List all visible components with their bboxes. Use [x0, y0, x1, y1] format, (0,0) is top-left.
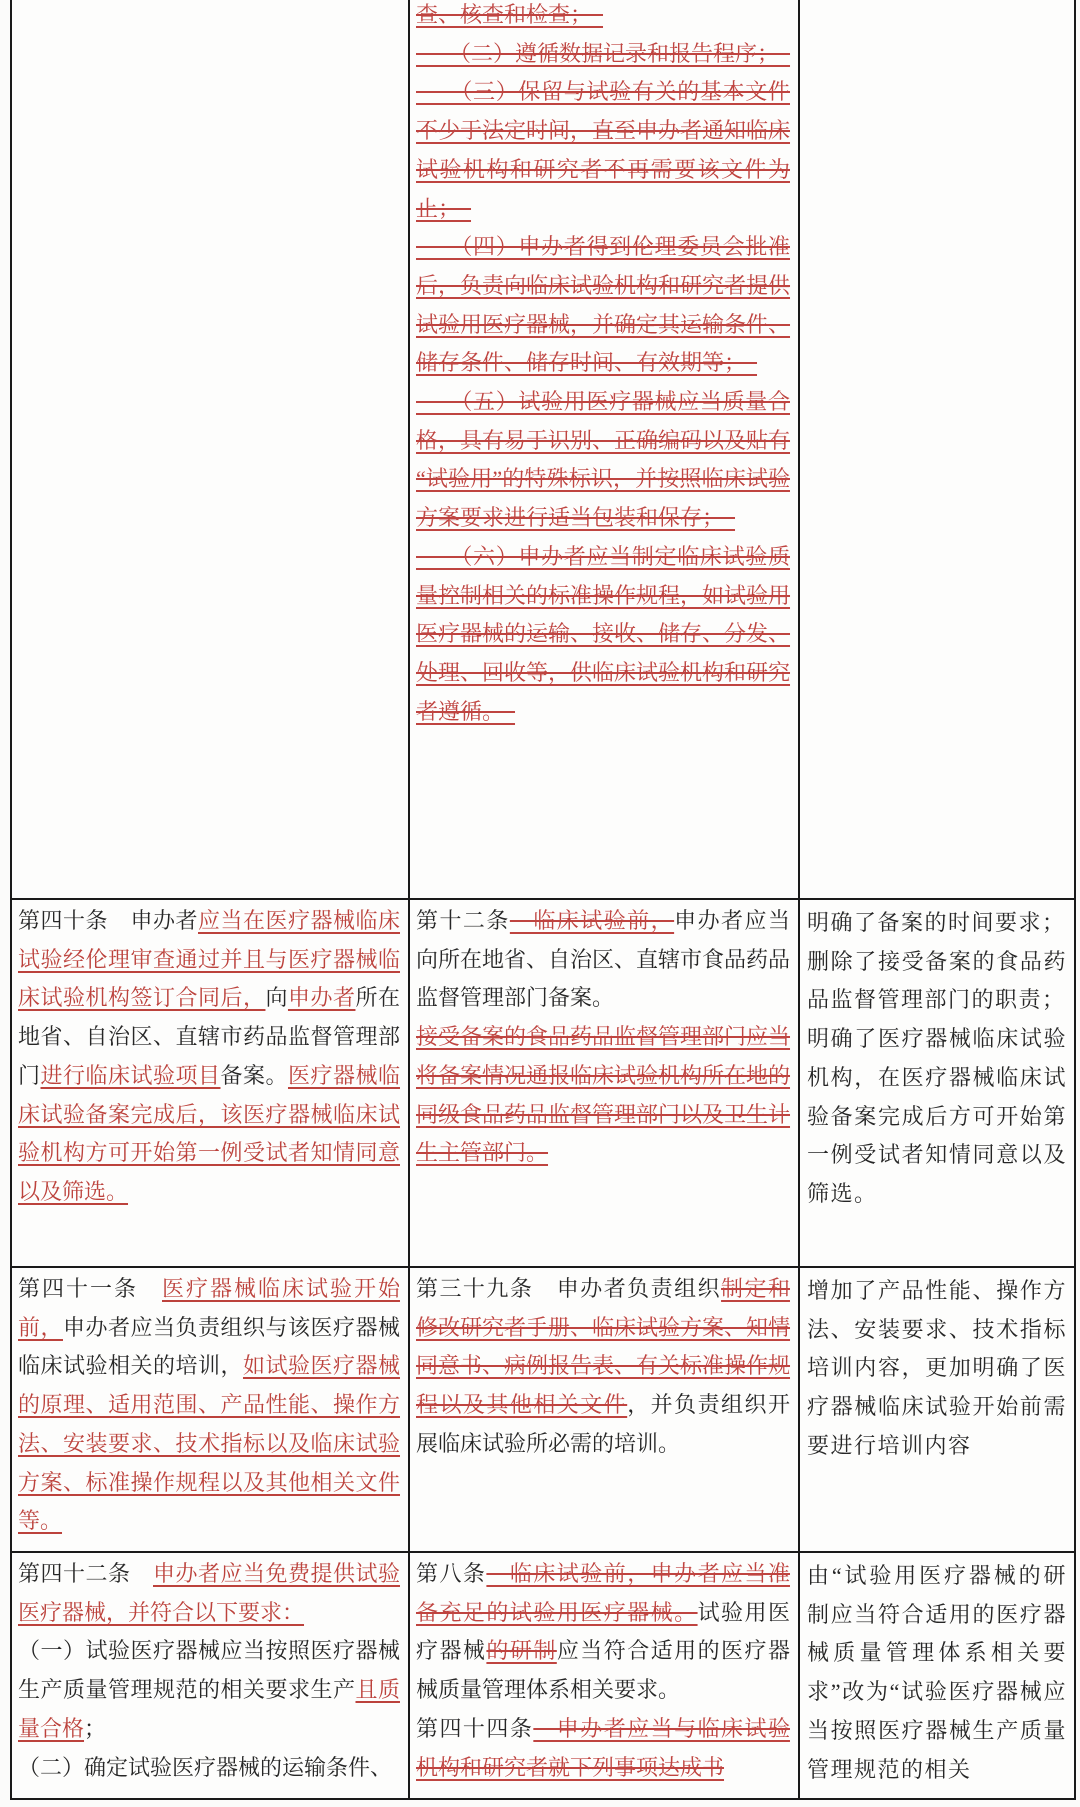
- text-run: 第三十九条 申办者负责组织: [416, 1276, 722, 1301]
- paragraph: [416, 538, 790, 732]
- text-run: 删除了接受备案的食品药品监督管理部门的职责；: [807, 948, 1067, 1013]
- inserted-text-run: 且质量合格: [18, 1677, 400, 1741]
- cell-change-summary: [799, 1552, 1075, 1799]
- comparison-table: [10, 0, 1076, 1800]
- cell-old-text: [409, 0, 799, 899]
- paragraph: [416, 1555, 790, 1710]
- text-run: （一）试验医疗器械应当按照医疗器械生产质量管理规范的相关要求生产: [18, 1638, 400, 1703]
- cell-change-summary: [799, 899, 1075, 1267]
- text-run: 所在地省、自治区、直辖市药品监督管理部门: [18, 985, 400, 1088]
- inserted-text-run: 应当在医疗器械临床试验经伦理审查通过并且与医疗器械临床试验机构签订合同后，: [18, 908, 400, 1011]
- table-row: [11, 1267, 1075, 1552]
- paragraph: [416, 902, 790, 1018]
- text-run: 向: [265, 985, 288, 1011]
- paragraph: [807, 943, 1067, 1020]
- deleted-text-run: 接受备案的食品药品监督管理部门应当将备案情况通报临床试验机构所在地的同级食品药品监督管理部门以及卫生计生主管部门。: [416, 1024, 791, 1166]
- inserted-text-run: 医疗器械临床试验备案完成后，该医疗器械临床试验机构方可开始第一例受试者知情同意以及筛选。: [18, 1062, 400, 1204]
- paragraph: [807, 1272, 1067, 1466]
- table-row: [11, 1552, 1075, 1799]
- deleted-text-run: 临床试验前，: [509, 908, 675, 933]
- deleted-text-run: 查、核查和检查；: [416, 2, 604, 27]
- text-run: 第四十四条: [416, 1715, 534, 1741]
- text-run: 应当符合适用的医疗器械质量管理体系相关要求。: [416, 1638, 790, 1703]
- paragraph: [807, 1020, 1067, 1214]
- cell-change-summary: [799, 0, 1075, 899]
- text-run: 明确了医疗器械临床试验机构，在医疗器械临床试验备案完成后方可开始第一例受试者知情同意以及筛选。: [807, 1026, 1067, 1206]
- cell-old-text: [409, 1552, 799, 1799]
- text-run: ，并负责组织开展临床试验所必需的培训。: [416, 1392, 790, 1456]
- text-run: 由“试验用医疗器械的研制应当符合适用的医疗器械质量管理体系相关要求”改为“试验医疗器械应当按照医疗器械生产质量管理规范的相关: [807, 1563, 1067, 1782]
- table-row: [11, 0, 1075, 899]
- deleted-text-run: 申办者应当与临床试验机构和研究者就下列事项达成书: [416, 1715, 790, 1780]
- paragraph: [18, 1270, 400, 1541]
- deleted-text-run: （三）保留与试验有关的基本文件不少于法定时间，直至申办者通知临床试验机构和研究者不再需要该文件为止；: [416, 79, 791, 221]
- paragraph: [807, 904, 1067, 943]
- deleted-text-run: 临床试验前，申办者应当准备充足的试验用医疗器械。: [416, 1561, 790, 1625]
- text-run: 申办者应当负责组织与该医疗器械临床试验相关的培训，: [18, 1314, 400, 1379]
- paragraph: [18, 1555, 400, 1632]
- text-run: 第四十条 申办者: [18, 908, 198, 933]
- inserted-text-run: 如试验医疗器械的原理、适用范围、产品性能、操作方法、安装要求、技术指标以及临床试验方案、标准操作规程以及其他相关文件等。: [18, 1353, 400, 1534]
- text-run: 明确了备案的时间要求；: [807, 910, 1066, 935]
- paragraph: [18, 1632, 400, 1748]
- paragraph: [416, 1018, 790, 1173]
- text-run: 增加了产品性能、操作方法、安装要求、技术指标培训内容，更加明确了医疗器械临床试验开始前需要进行培训内容: [807, 1278, 1067, 1458]
- cell-old-text: [409, 1267, 799, 1552]
- table-row: [11, 899, 1075, 1267]
- deleted-text-run: （二）遵循数据记录和报告程序；: [416, 40, 791, 66]
- inserted-text-run: 进行临床试验项目: [40, 1062, 221, 1088]
- cell-new-text: [11, 1267, 409, 1552]
- text-run: 试验用医疗器械: [416, 1599, 790, 1664]
- deleted-text-run: （五）试验用医疗器械应当质量合格，具有易于识别、正确编码以及贴有“试验用”的特殊标识，并按照临床试验方案要求进行适当包装和保存；: [416, 389, 791, 531]
- text-run: 备案。: [220, 1062, 288, 1088]
- paragraph: [416, 35, 790, 74]
- paragraph: [416, 1710, 790, 1787]
- deleted-text-run: 制定和修改研究者手册、临床试验方案、知情同意书、病例报告表、有关标准操作规程以及其他相关文件: [416, 1276, 791, 1418]
- cell-new-text: [11, 0, 409, 899]
- deleted-text-run: （四）申办者得到伦理委员会批准后，负责向临床试验机构和研究者提供试验用医疗器械，并确定其运输条件、储存条件、储存时间、有效期等；: [416, 234, 791, 376]
- text-run: 第四十二条: [18, 1561, 153, 1586]
- paragraph: [18, 902, 400, 1212]
- paragraph: [416, 0, 790, 35]
- inserted-text-run: 医疗器械临床试验开始前，: [18, 1276, 400, 1340]
- paragraph: [416, 73, 790, 228]
- cell-new-text: [11, 899, 409, 1267]
- cell-old-text: [409, 899, 799, 1267]
- deleted-text-run: 的研制: [486, 1638, 557, 1664]
- text-run: ；: [84, 1715, 107, 1741]
- paragraph: [416, 383, 790, 538]
- text-run: 第八条: [416, 1561, 487, 1586]
- text-run: 第十二条: [416, 908, 510, 933]
- inserted-text-run: 申办者应当免费提供试验医疗器械，并符合以下要求：: [18, 1561, 400, 1625]
- paragraph: [416, 1270, 790, 1464]
- text-run: 第四十一条: [18, 1276, 162, 1301]
- deleted-text-run: （六）申办者应当制定临床试验质量控制相关的标准操作规程，如试验用医疗器械的运输、接收、储存、分发、处理、回收等，供临床试验机构和研究者遵循。: [416, 543, 791, 724]
- inserted-text-run: 申办者: [287, 985, 356, 1011]
- paragraph: [18, 1749, 400, 1788]
- paragraph: [416, 228, 790, 383]
- cell-new-text: [11, 1552, 409, 1799]
- text-run: 申办者应当向所在地省、自治区、直辖市食品药品监督管理部门备案。: [416, 908, 791, 1011]
- cell-change-summary: [799, 1267, 1075, 1552]
- paragraph: [807, 1557, 1067, 1789]
- text-run: （二）确定试验医疗器械的运输条件、: [18, 1754, 393, 1780]
